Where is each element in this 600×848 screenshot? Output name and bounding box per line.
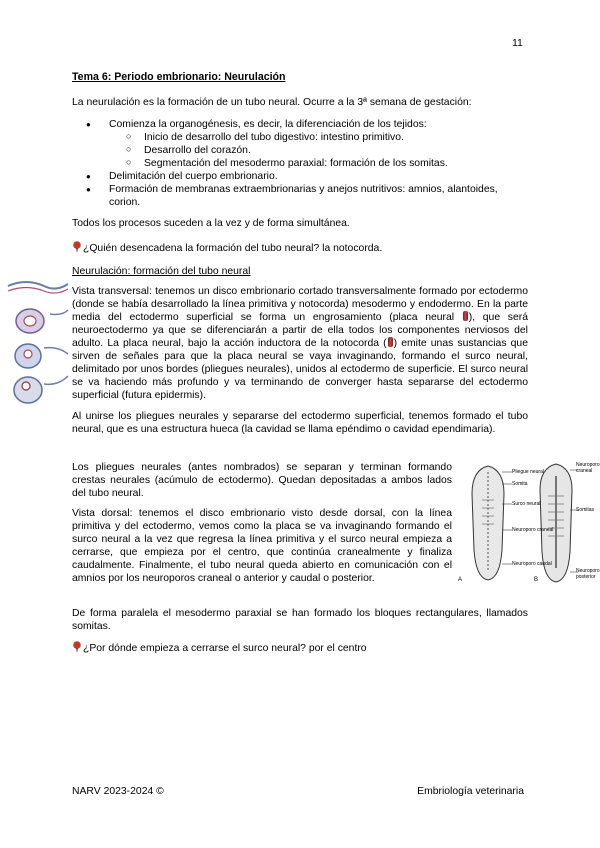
figure-letter-a: A [458,577,463,583]
sub-list [109,131,528,170]
footer-right: Embriología veterinaria [417,786,524,797]
list-item: ● Delimitación del cuerpo embrionario. [72,170,528,183]
list-item: ● Comienza la organogénesis, es decir, la diferenciación de los tejidos: ○ Inicio de desarrollo del tubo digestivo: intestino primitivo. ○ Desarrollo del corazón. ○ Segmentación del mesodermo paraxial: formación de los somitas. [72,118,528,170]
question-1: ¿Quién desencadena la formación del tubo neural? la notocorda. [72,241,528,255]
page-title: Tema 6: Periodo embrionario: Neurulación [72,71,286,83]
dorsal-view-figure [458,460,598,590]
section-subtitle: Neurulación: formación del tubo neural [72,266,251,277]
dorsal-paragraph: Vista dorsal: tenemos el disco embrionario visto desde dorsal, con la línea primitiva y del ectodermo, vemos como la placa se va invaginando formando el surco neural a la vez que regresa la línea primitiva y el surco neural empieza a cerrarse, que empieza por el centro, que continúa cranealmente y finaliza caudalmente. Finalmente, el tubo neural queda abierto en comunicación con el amnios por los neuroporos craneal o anterior y caudal o posterior. [72,508,452,584]
transversal-paragraph: Vista transversal: tenemos un disco embrionario cortado transversalmente formado por ectodermo (donde se había desarrollado la línea primitiva y notocorda) mesodermo y endodermo. En la parte media del ectodermo superficial se forma un engrosamiento (placa neural ), que será neuroectodermo ya que se diferenciarán a partir de ella todos los componentes nerviosos del adulto. La placa neural, bajo la acción inductora de la notocorda ( ) emite unas sustancias que sirven de señales para que la placa neural se vaya invaginando, formando el surco neural, delimitado por unos bordes (pliegues neurales), unidos al ectodermo de superficie. El surco neural se va haciendo más profundo y va terminando de converger hasta separarse del ectodermo superficial (futura epidermis). [72,286,529,401]
list-item: ● Formación de membranas extraembrionarias y anejos nutritivos: amnios, alantoides, corion. [72,183,528,209]
sub-list-item: ○ Inicio de desarrollo del tubo digestivo: intestino primitivo. [109,131,528,144]
simultaneous-paragraph: Todos los procesos suceden a la vez y de forma simultánea. [72,218,350,229]
section-2-ectoderm [50,310,68,315]
section-4-ectoderm [44,376,68,384]
footer-left: NARV 2023-2024 © [72,786,164,797]
figure-label: Pliegue neural [512,469,544,475]
section-4-tube [22,382,30,390]
figure-label: Neuroporo craneal [512,527,554,533]
somites-paragraph: De forma paralela el mesodermo paraxial se han formado los bloques rectangulares, llamados somitas. [72,608,528,632]
section-3-tube [24,350,32,358]
figure-label: Neuroporo craneal [576,462,600,474]
neural-plate-marker [463,311,468,321]
figure-label: Somitas [576,507,595,513]
sub-list-item: ○ Segmentación del mesodermo paraxial: formación de los somitas. [109,157,528,170]
pin-icon [72,241,82,253]
process-list [72,118,528,209]
section-3-ectoderm [44,348,68,354]
notochord-marker [388,337,393,347]
page-number: 11 [512,37,523,49]
figure-label: Somita [512,481,528,487]
pin-icon [72,641,82,653]
intro-paragraph: La neurulación es la formación de un tubo neural. Ocurre a la 3ª semana de gestación: [72,97,472,108]
figure-letter-b: B [534,577,539,583]
sub-list-item: ○ Desarrollo del corazón. [109,144,528,157]
question-2: ¿Por dónde empieza a cerrarse el surco neural? por el centro [72,641,528,655]
figure-label: Surco neural [512,501,541,507]
embryo-a [472,466,504,580]
folds-paragraph: Al unirse los pliegues neurales y separarse del ectodermo superficial, tenemos formado el tubo neural, que es una estructura hueca (la cavidad se llama epéndimo o cavidad ependimaria). [72,411,528,435]
figure-label: Neuroporo posterior [576,568,600,580]
figure-label: Neuroporo caudal [512,561,552,567]
crests-paragraph: Los pliegues neurales (antes nombrados) se separan y terminan formando crestas neurales (acúmulo de ectodermo). Quedan depositadas a ambos lados del tubo neural. [72,462,452,499]
section-1 [8,282,68,289]
section-2-groove [24,316,36,326]
transversal-sections-figure [6,276,70,416]
